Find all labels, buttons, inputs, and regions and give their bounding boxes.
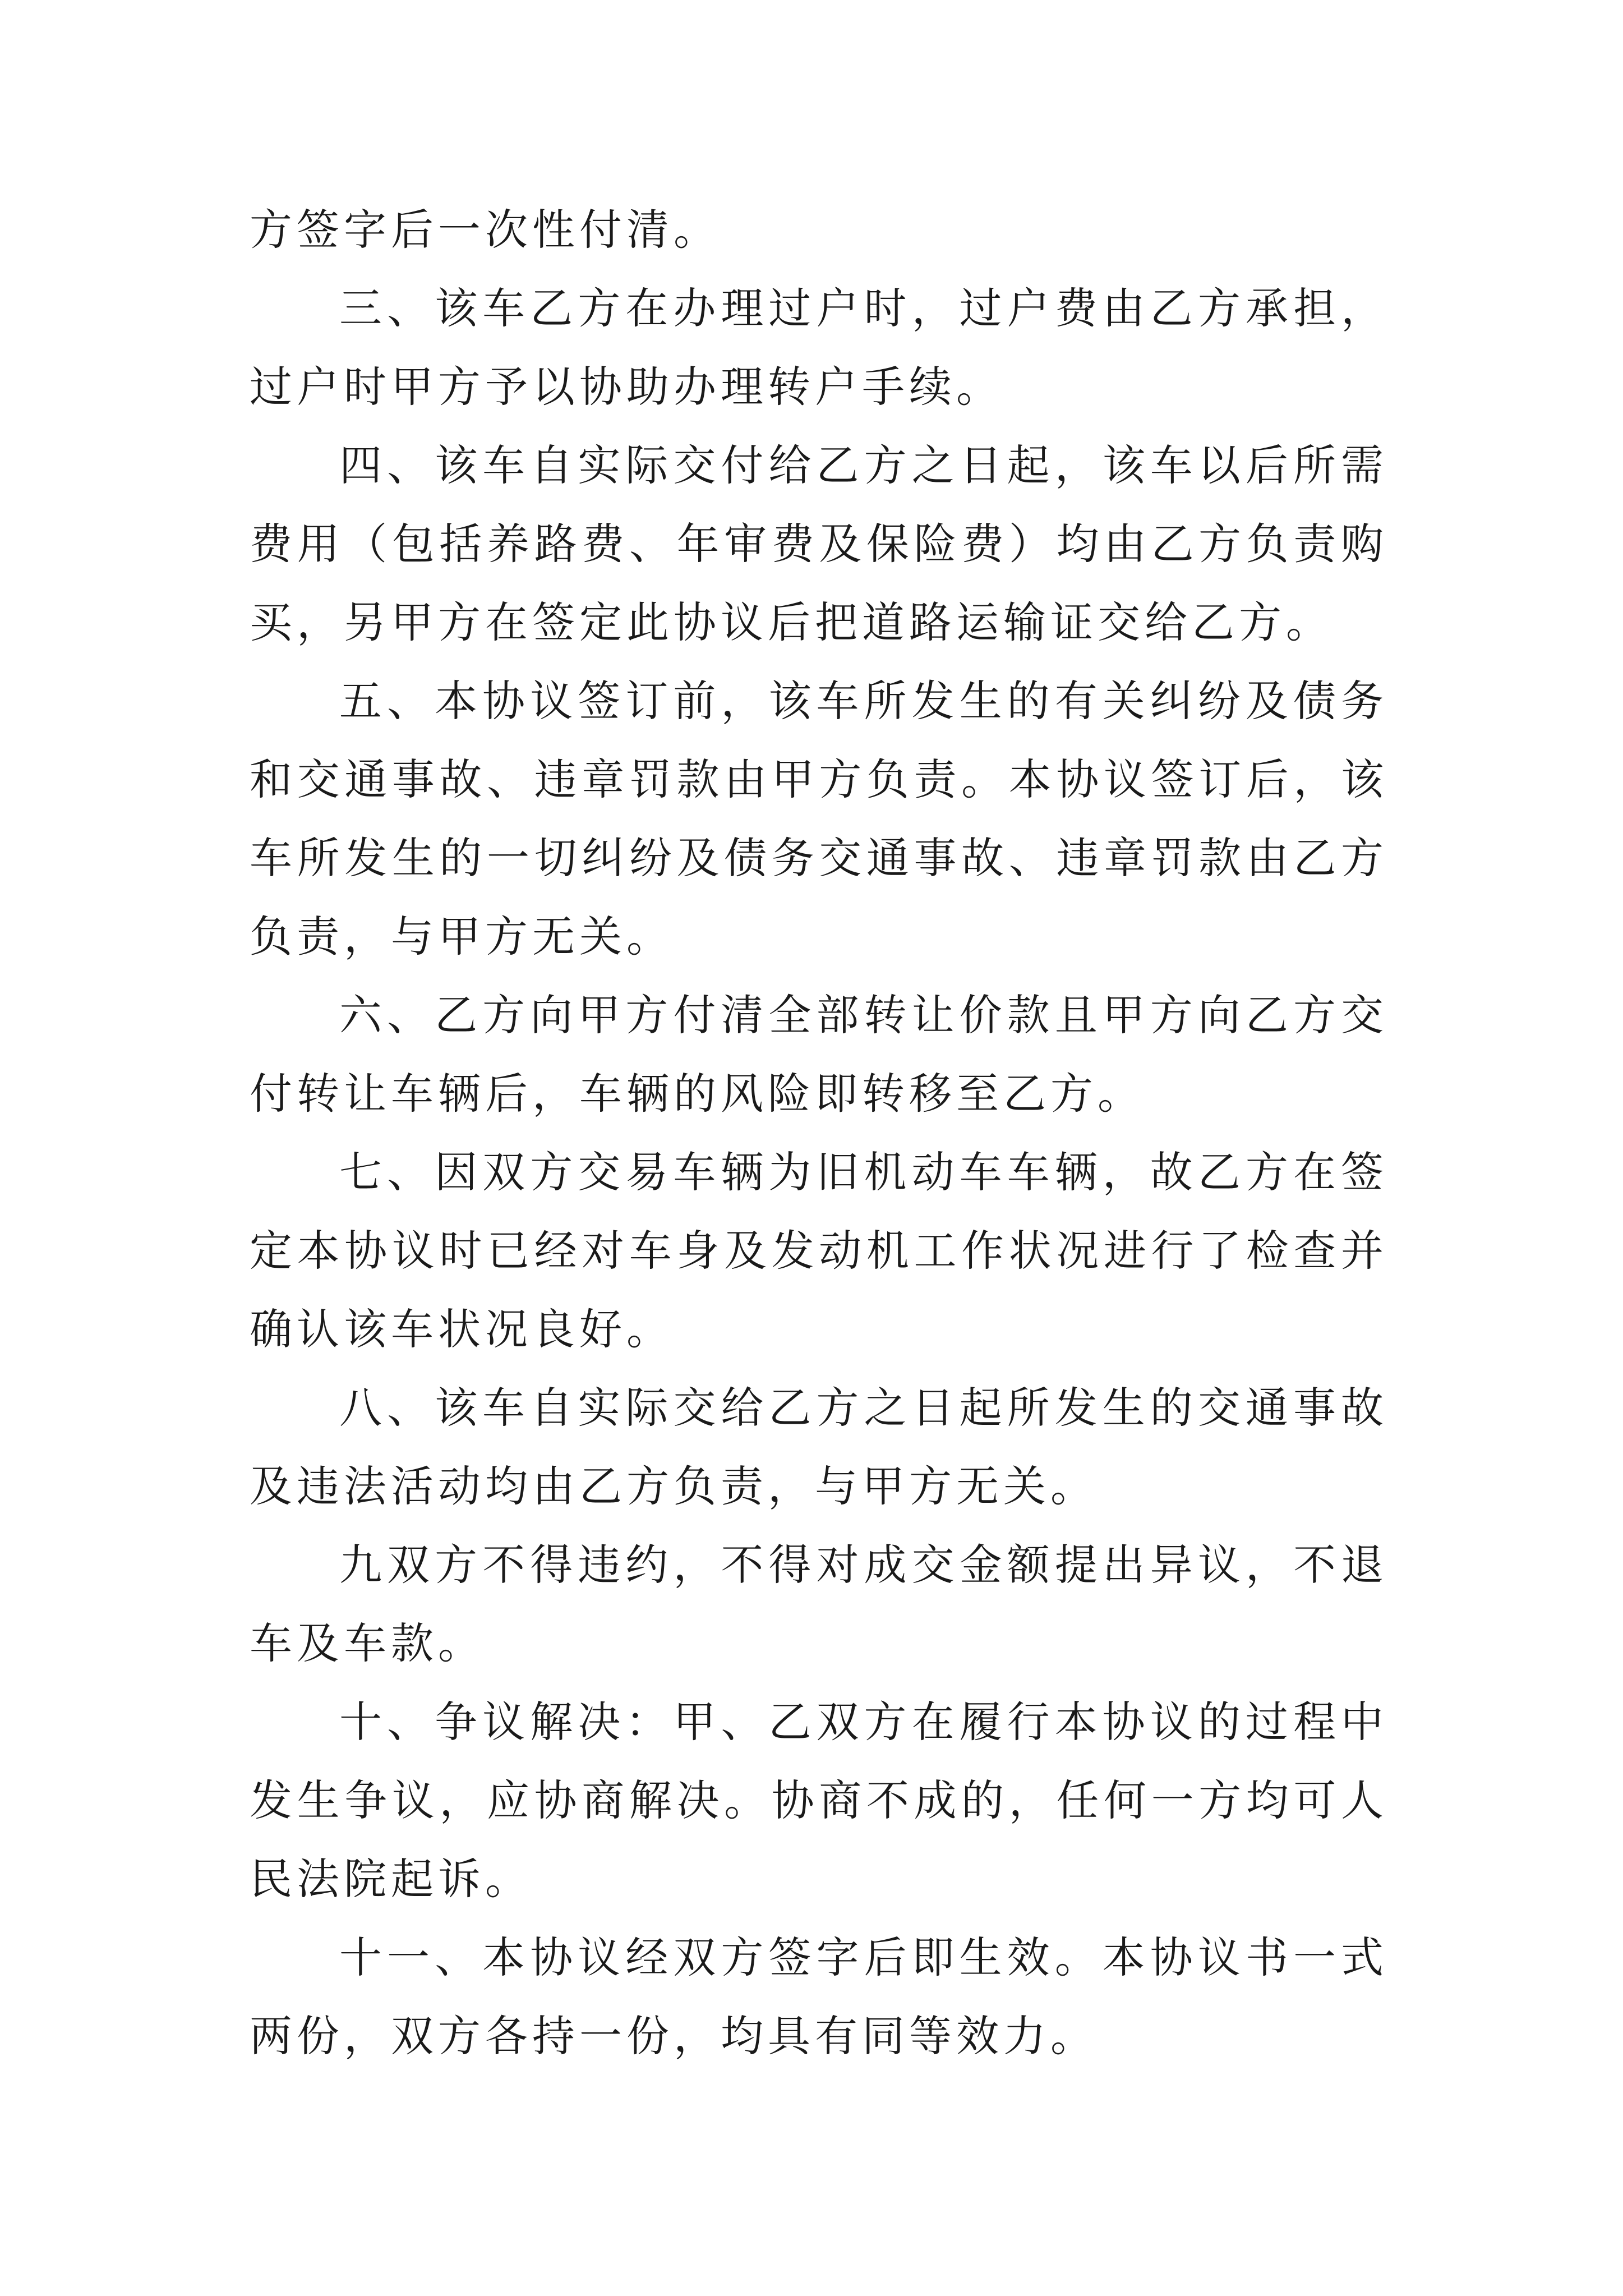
clause-9: 九双方不得违约，不得对成交金额提出异议，不退车及车款。: [250, 1540, 1388, 1668]
clause-8: 八、该车自实际交给乙方之日起所发生的交通事故及违法活动均由乙方负责，与甲方无关。: [250, 1383, 1388, 1511]
clause-7: 七、因双方交易车辆为旧机动车车辆，故乙方在签定本协议时已经对车身及发动机工作状况进行了检查并确认该车状况良好。: [250, 1147, 1388, 1354]
paragraph-continuation: 方签字后一次性付清。: [250, 205, 721, 255]
clause-6: 六、乙方向甲方付清全部转让价款且甲方向乙方交付转让车辆后，车辆的风险即转移至乙方。: [250, 990, 1388, 1119]
clause-5: 五、本协议签订前，该车所发生的有关纠纷及债务和交通事故、违章罚款由甲方负责。本协议签订后，该车所发生的一切纠纷及债务交通事故、违章罚款由乙方负责，与甲方无关。: [250, 676, 1388, 961]
clause-4: 四、该车自实际交付给乙方之日起，该车以后所需费用（包括养路费、年审费及保险费）均由乙方负责购买，另甲方在签定此协议后把道路运输证交给乙方。: [250, 440, 1388, 647]
clause-10: 十、争议解决：甲、乙双方在履行本协议的过程中发生争议，应协商解决。协商不成的，任何一方均可人民法院起诉。: [250, 1697, 1388, 1904]
clause-11: 十一、本协议经双方签字后即生效。本协议书一式两份，双方各持一份，均具有同等效力。: [250, 1932, 1388, 2061]
clause-3: 三、该车乙方在办理过户时，过户费由乙方承担，过户时甲方予以协助办理转户手续。: [250, 283, 1388, 412]
document-body: [250, 191, 1388, 2076]
